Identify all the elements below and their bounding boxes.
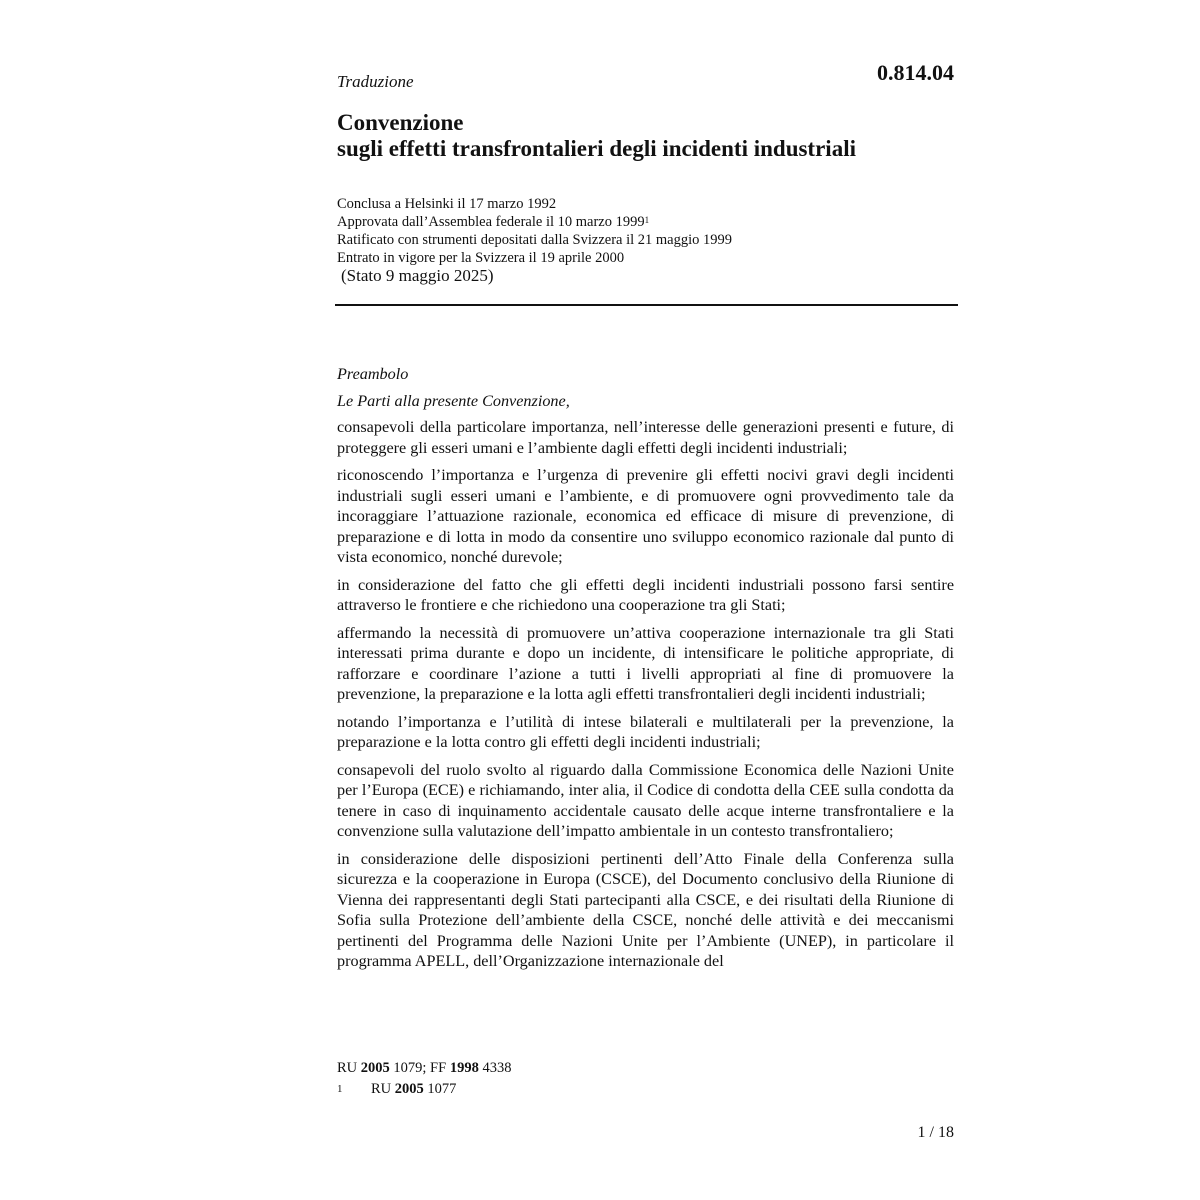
source-reference bbox=[337, 1058, 511, 1079]
document-metadata bbox=[337, 195, 732, 267]
status-date: (Stato 9 maggio 2025) bbox=[341, 266, 494, 285]
preamble-paragraph: consapevoli della particolare importanza, nell’interesse delle generazioni presenti e future, di proteggere gli esseri umani e l’ambiente dagli effetti degli incidenti industriali; bbox=[337, 418, 954, 457]
fn1-year: 2005 bbox=[394, 1081, 424, 1097]
translation-label: Traduzione bbox=[337, 72, 414, 91]
parties-intro: Le Parti alla presente Convenzione, bbox=[337, 391, 570, 410]
meta-approvata-line bbox=[337, 213, 732, 231]
meta-approvata: Approvata dall’Assemblea federale il 10 marzo 1999 bbox=[337, 214, 645, 230]
footnote-1 bbox=[337, 1079, 511, 1100]
preamble-paragraph: notando l’importanza e l’utilità di intese bilaterali e multilaterali per la prevenzione, la preparazione e la lotta contro gli effetti degli incidenti industriali; bbox=[337, 712, 954, 751]
footnote-number: 1 bbox=[337, 1083, 343, 1095]
footnote-ref-1[interactable]: 1 bbox=[644, 215, 650, 225]
ff-page: 4338 bbox=[478, 1060, 512, 1076]
preamble-paragraph: in considerazione delle disposizioni pertinenti dell’Atto Finale della Conferenza sulla sicurezza e la cooperazione in Europa (CSCE), del Documento conclusivo della Riunione di Vienna dei rappresentanti degli Stati partecipanti alla CSCE, e dei risultati della Riunione di Sofia sulla Protezione dell’ambiente della CSCE, nonché delle attività e dei meccanismi pertinenti del Programma delle Nazioni Unite per l’Ambiente (UNEP), in particolare il programma APELL, dell’Organizzazione internazionale del bbox=[337, 849, 954, 970]
title-line-2: sugli effetti transfrontalieri degli incidenti industriali bbox=[337, 136, 856, 161]
document-title bbox=[337, 110, 856, 162]
meta-entrato: Entrato in vigore per la Svizzera il 19 aprile 2000 bbox=[337, 250, 625, 266]
ru-label: RU bbox=[337, 1060, 361, 1076]
footnotes bbox=[337, 1058, 511, 1100]
preamble-paragraph: affermando la necessità di promuovere un’attiva cooperazione internazionale tra gli Stati interessati prima durante e dopo un incidente, di intensificare le politiche appropriate, di rafforzare e coordinare l’azione a tutti i livelli appropriati al fine di promuovere la prevenzione, la preparazione e la lotta agli effetti transfrontalieri degli incidenti industriali; bbox=[337, 623, 954, 703]
page-number: 1 / 18 bbox=[917, 1124, 954, 1141]
meta-conclusa: Conclusa a Helsinki il 17 marzo 1992 bbox=[337, 196, 557, 212]
preamble-paragraph: riconoscendo l’importanza e l’urgenza di prevenire gli effetti nocivi gravi degli incidenti industriali sugli esseri umani e l’ambiente, e di promuovere ogni provvedimento tale da incoraggiare l’attuazione razionale, economica ed efficace di misure di prevenzione, di preparazione e di lotta in modo da consentire uno sviluppo economico razionale dal punto di vista economico, nonché durevole; bbox=[337, 466, 954, 566]
sr-number: 0.814.04 bbox=[877, 60, 954, 85]
preamble-paragraph: in considerazione del fatto che gli effetti degli incidenti industriali possono farsi sentire attraverso le frontiere e che richiedono una cooperazione tra gli Stati; bbox=[337, 575, 954, 614]
fn1-ru-label: RU bbox=[371, 1081, 395, 1097]
fn1-page: 1077 bbox=[423, 1081, 457, 1097]
preamble-body bbox=[337, 364, 954, 972]
ff-year: 1998 bbox=[449, 1060, 479, 1076]
ru-page: 1079; FF bbox=[389, 1060, 450, 1076]
preamble-paragraph: consapevoli del ruolo svolto al riguardo dalla Commissione Economica delle Nazioni Unite per l’Europa (ECE) e richiamando, inter alia, il Codice di condotta della CEE sulla condotta da tenere in caso di inquinamento accidentale causato delle acque interne transfrontaliere e la convenzione sulla valutazione dell’impatto ambientale in un contesto transfrontaliero; bbox=[337, 760, 954, 840]
preamble-heading: Preambolo bbox=[337, 365, 409, 383]
header-divider bbox=[335, 304, 958, 306]
meta-ratificato: Ratificato con strumenti depositati dalla Svizzera il 21 maggio 1999 bbox=[337, 232, 733, 248]
title-line-1: Convenzione bbox=[337, 110, 464, 135]
ru-year: 2005 bbox=[360, 1060, 390, 1076]
